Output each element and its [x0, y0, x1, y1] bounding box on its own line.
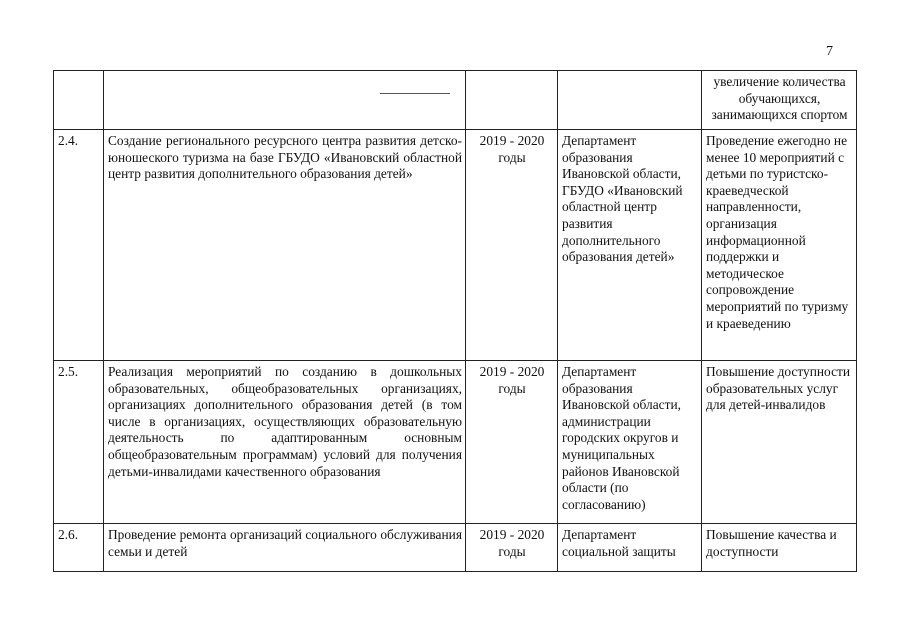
result-cell: Повышение доступности образовательных услуг для детей-инвалидов [702, 361, 857, 524]
result-cell: Повышение качества и доступности [702, 524, 857, 572]
activity-name: Реализация мероприятий по созданию в дошкольных образовательных, общеобразовательных организациях, организациях дополнительного образования детей (в том числе в организациях, осуществляющих образовательную деятельность по адаптированным основным общеобразовательным программам) условий для получения детьми-инвалидами качественного образования [104, 361, 466, 524]
responsible-cell: Департамент социальной защиты [558, 524, 702, 572]
table-row [54, 361, 857, 524]
continuation-result-cell: увеличение количества обучающихся, занимающихся спортом [702, 71, 857, 130]
activities-table [53, 70, 857, 572]
row-number: 2.5. [54, 361, 104, 524]
separator-line [380, 93, 450, 94]
period-cell: 2019 - 2020 годы [466, 524, 558, 572]
continuation-period-cell [466, 71, 558, 130]
period-cell: 2019 - 2020 годы [466, 361, 558, 524]
table-row-continuation [54, 71, 857, 130]
table-row [54, 130, 857, 361]
activity-name: Создание регионального ресурсного центра развития детско-юношеского туризма на базе ГБУДО «Ивановский областной центр развития дополнительного образования детей» [104, 130, 466, 361]
continuation-name-cell [104, 71, 466, 130]
responsible-cell: Департамент образования Ивановской области, ГБУДО «Ивановский областной центр развития дополнительного образования детей» [558, 130, 702, 361]
period-cell: 2019 - 2020 годы [466, 130, 558, 361]
responsible-cell: Департамент образования Ивановской области, администрации городских округов и муниципальных районов Ивановской области (по согласованию) [558, 361, 702, 524]
row-number: 2.4. [54, 130, 104, 361]
page-number: 7 [826, 44, 833, 59]
activity-name: Проведение ремонта организаций социального обслуживания семьи и детей [104, 524, 466, 572]
result-cell: Проведение ежегодно не менее 10 мероприятий с детьми по туристско-краеведческой направленности, организация информационной поддержки и методическое сопровождение мероприятий по туризму и краеведению [702, 130, 857, 361]
row-number: 2.6. [54, 524, 104, 572]
table-row [54, 524, 857, 572]
continuation-num-cell [54, 71, 104, 130]
continuation-dept-cell [558, 71, 702, 130]
